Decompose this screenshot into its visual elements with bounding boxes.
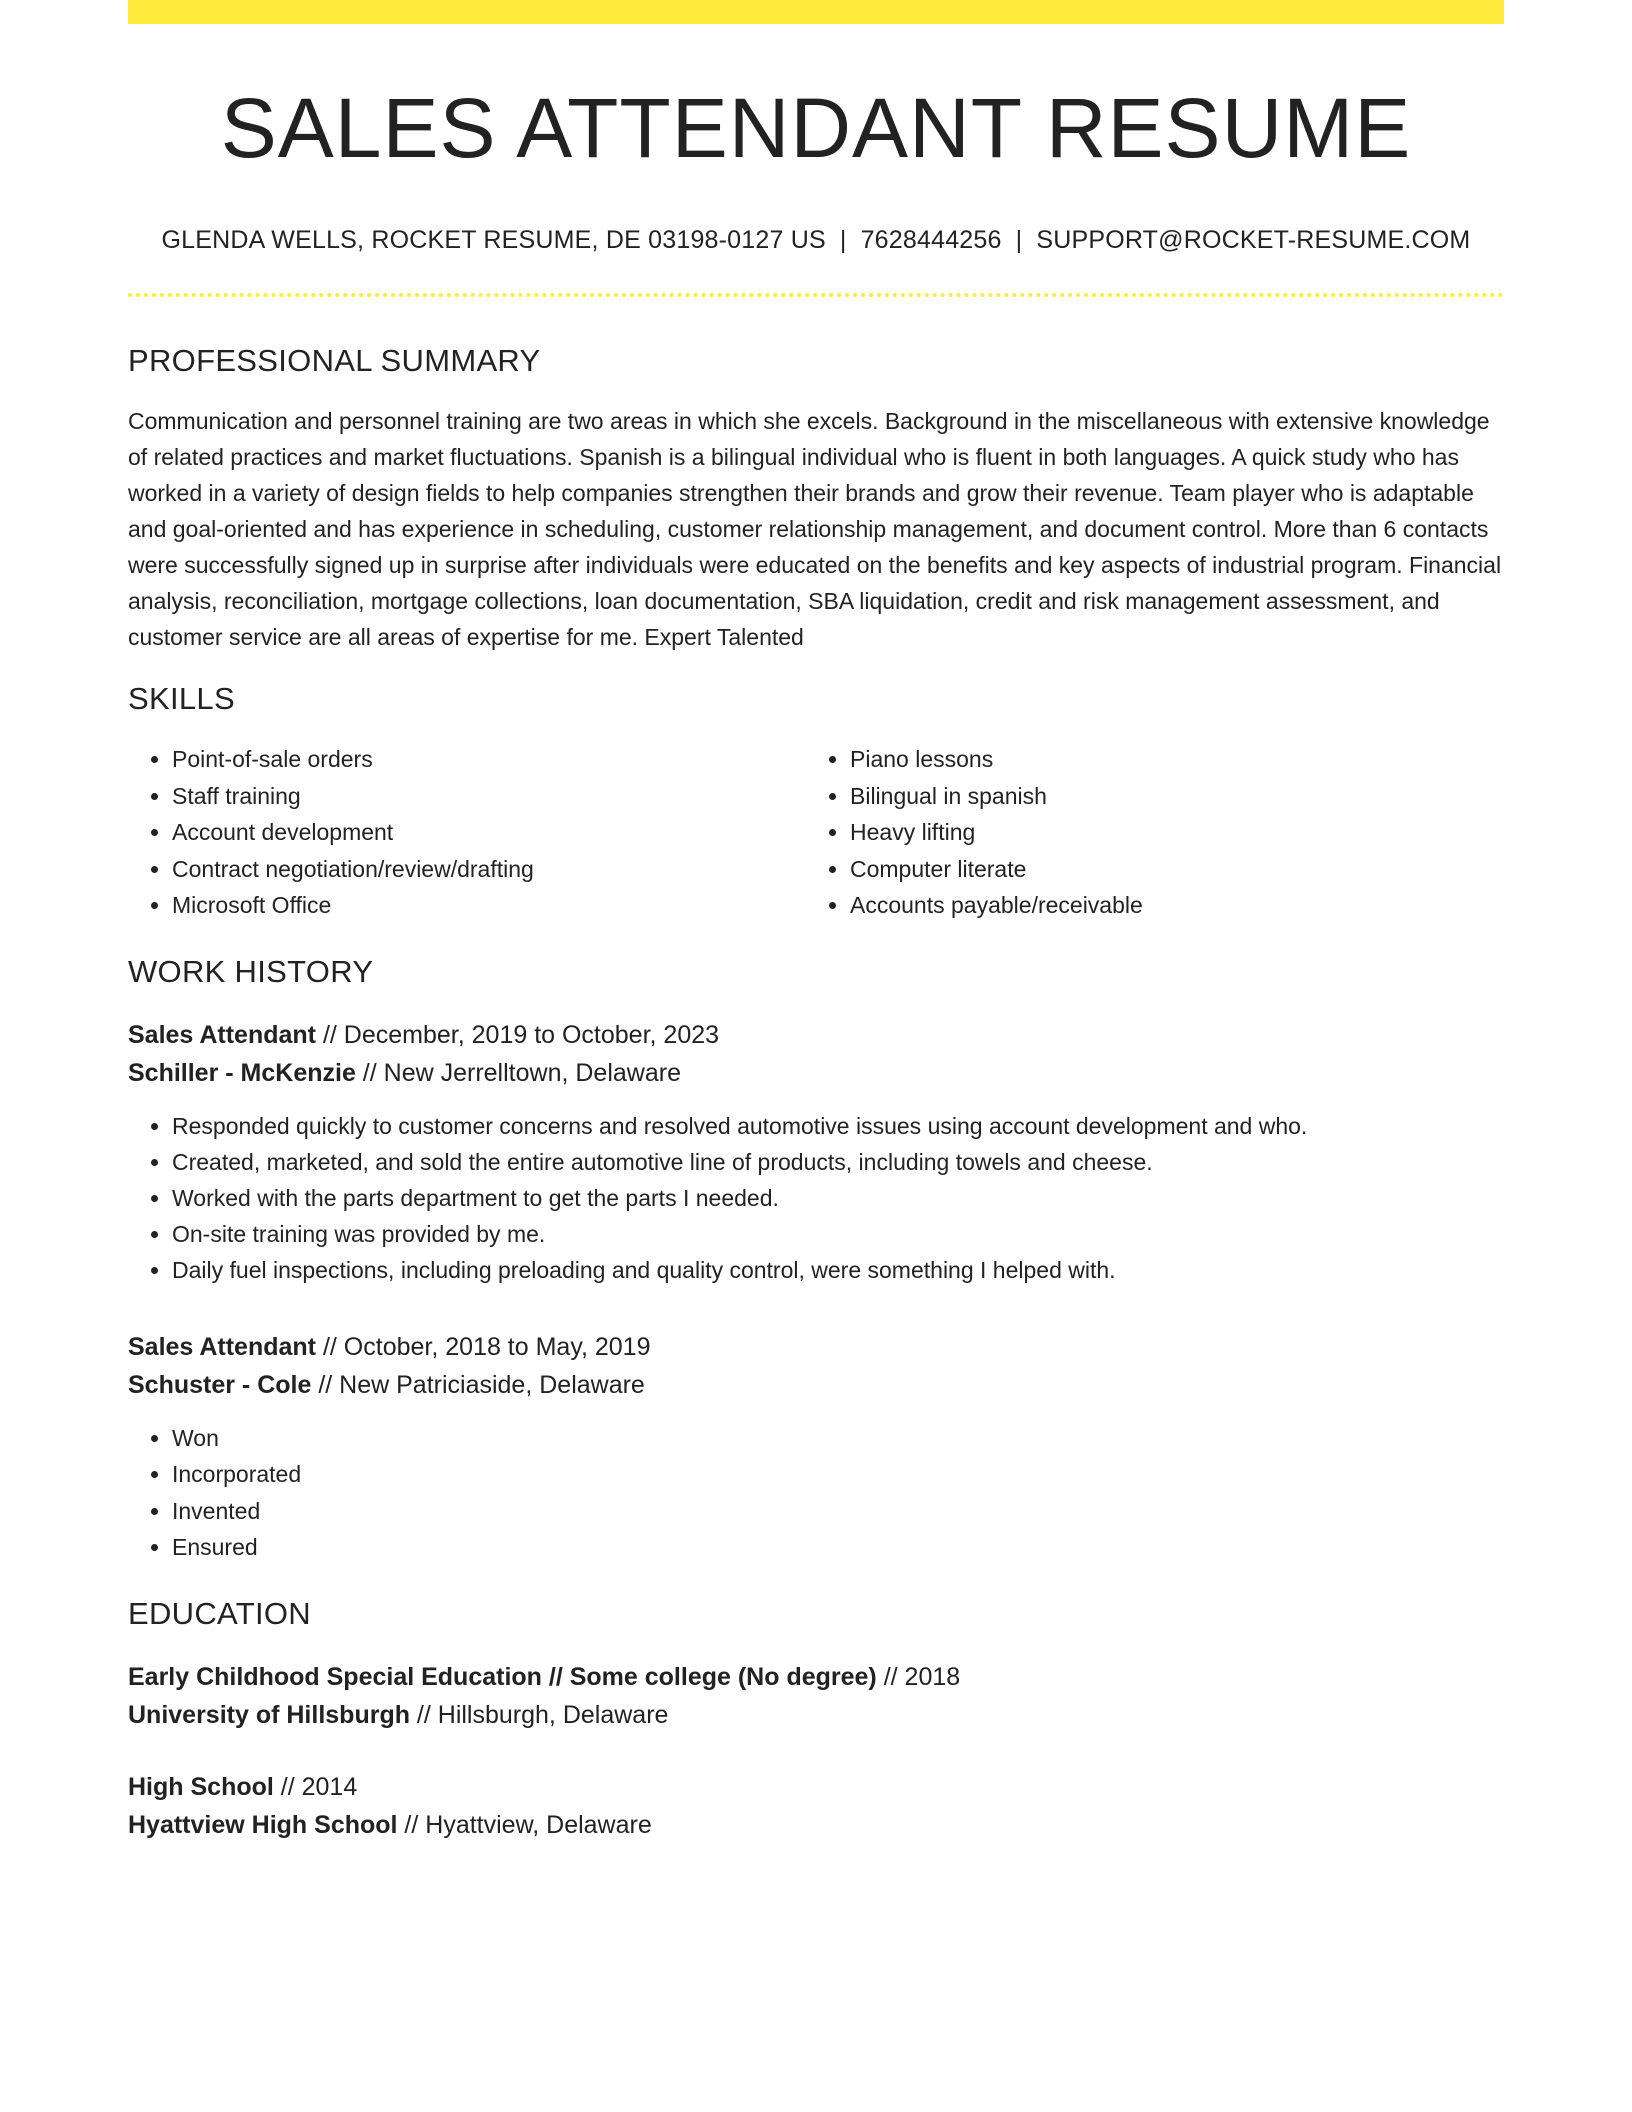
contact-line [128, 226, 1504, 255]
duty-item: • Ensured [172, 1529, 1504, 1566]
skill-item: • Piano lessons [850, 741, 1484, 778]
skills-list [128, 741, 1504, 924]
job-location: // New Patriciaside, Delaware [311, 1370, 645, 1399]
skill-item: • Contract negotiation/review/drafting [172, 851, 806, 888]
job-title-line [128, 1328, 1504, 1366]
duty-item: • Incorporated [172, 1456, 1504, 1493]
degree-line [128, 1768, 1504, 1806]
job-title: Sales Attendant [128, 1332, 317, 1361]
school-location: // Hyattview, Delaware [397, 1810, 652, 1839]
contact-email: SUPPORT@ROCKET-RESUME.COM [1036, 226, 1471, 255]
skill-item: • Bilingual in spanish [850, 778, 1484, 815]
job-title-line [128, 1016, 1504, 1054]
contact-separator: | [839, 226, 847, 255]
job-entry [128, 1328, 1504, 1566]
skills-column-right [806, 741, 1484, 924]
school-line [128, 1696, 1504, 1734]
job-duties [128, 1108, 1504, 1288]
job-dates: // December, 2019 to October, 2023 [316, 1020, 720, 1049]
school-line [128, 1806, 1504, 1844]
school-location: // Hillsburgh, Delaware [409, 1700, 669, 1729]
duty-item: • Daily fuel inspections, including preloading and quality control, were something I helped with. [172, 1252, 1504, 1288]
degree-year: // 2018 [876, 1662, 961, 1691]
education-entry [128, 1768, 1504, 1844]
duty-item: • Won [172, 1420, 1504, 1457]
resume-title: SALES ATTENDANT RESUME [220, 81, 1412, 175]
job-entry [128, 1016, 1504, 1288]
skill-item: • Staff training [172, 778, 806, 815]
contact-separator: | [1015, 226, 1023, 255]
dotted-divider [128, 293, 1504, 297]
education-heading: EDUCATION [128, 1595, 311, 1631]
degree: Early Childhood Special Education // Some college (No degree) [128, 1662, 877, 1691]
skill-item: • Heavy lifting [850, 814, 1484, 851]
resume-page [128, 0, 1504, 1844]
job-location: // New Jerrelltown, Delaware [355, 1058, 681, 1087]
duty-item: • Worked with the parts department to get the parts I needed. [172, 1180, 1504, 1216]
degree: High School [128, 1772, 274, 1801]
skills-column-left [128, 741, 806, 924]
school: Hyattview High School [128, 1810, 398, 1839]
job-title: Sales Attendant [128, 1020, 317, 1049]
duty-item: • Created, marketed, and sold the entire automotive line of products, including towels and cheese. [172, 1144, 1504, 1180]
job-company: Schiller - McKenzie [128, 1058, 356, 1087]
skill-item: • Microsoft Office [172, 887, 806, 924]
work-history-heading: WORK HISTORY [128, 953, 374, 989]
school: University of Hillsburgh [128, 1700, 410, 1729]
job-company-line [128, 1366, 1504, 1404]
duty-item: • Invented [172, 1493, 1504, 1530]
top-accent-bar [128, 0, 1504, 24]
summary-text: Communication and personnel training are two areas in which she excels. Background in the miscellaneous with extensive knowledge of related practices and market fluctuations. Spanish is a bilingual individual who is fluent in both languages. A quick study who has worked in a variety of design fields to help companies strengthen their brands and grow their revenue. Team player who is adaptable and goal-oriented and has experience in scheduling, customer relationship management, and document control. More than 6 contacts were successfully signed up in surprise after individuals were educated on the benefits and key aspects of industrial program. Financial analysis, reconciliation, mortgage collections, loan documentation, SBA liquidation, credit and risk management assessment, and customer service are all areas of expertise for me. Expert Talented [128, 408, 1502, 651]
contact-address: GLENDA WELLS, ROCKET RESUME, DE 03198-0127 US [161, 226, 826, 255]
duty-item: • On-site training was provided by me. [172, 1216, 1504, 1252]
degree-year: // 2014 [273, 1772, 358, 1801]
skills-heading: SKILLS [128, 681, 235, 717]
job-dates: // October, 2018 to May, 2019 [316, 1332, 651, 1361]
duty-item: • Responded quickly to customer concerns and resolved automotive issues using account development and who. [172, 1108, 1504, 1144]
summary-heading: PROFESSIONAL SUMMARY [128, 343, 541, 379]
job-company-line [128, 1054, 1504, 1092]
job-company: Schuster - Cole [128, 1370, 312, 1399]
job-duties [128, 1420, 1504, 1566]
education-entry [128, 1658, 1504, 1734]
degree-line [128, 1658, 1504, 1696]
skill-item: • Computer literate [850, 851, 1484, 888]
contact-phone: 7628444256 [860, 226, 1002, 255]
skill-item: • Accounts payable/receivable [850, 887, 1484, 924]
skill-item: • Account development [172, 814, 806, 851]
skill-item: • Point-of-sale orders [172, 741, 806, 778]
